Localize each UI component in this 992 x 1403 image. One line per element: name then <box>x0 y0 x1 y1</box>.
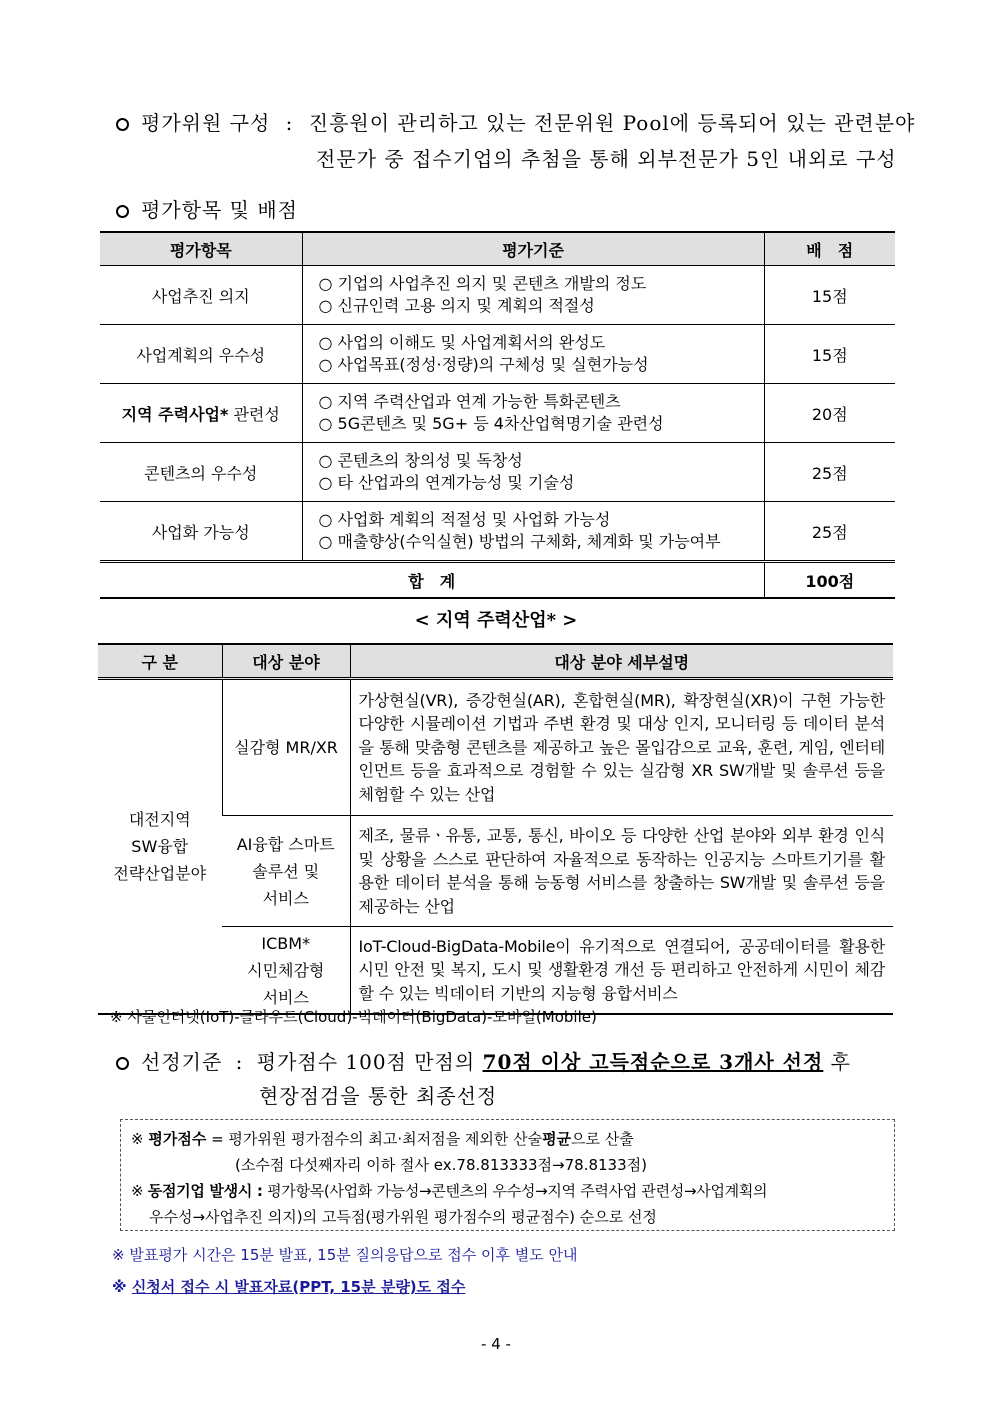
note-tie-label: 동점기업 발생시 : <box>147 1182 263 1200</box>
eval-criteria <box>302 325 764 384</box>
committee-label: 평가위원 구성 <box>141 111 271 135</box>
eval-criteria <box>302 266 764 325</box>
footer-note-2-text: 신청서 접수 시 발표자료(PPT, 15분 분량)도 접수 <box>131 1278 466 1296</box>
group-line: SW융합 <box>131 837 189 856</box>
selection-label: 선정기준 <box>141 1050 223 1074</box>
note-tie <box>131 1178 884 1204</box>
table-row <box>98 679 893 816</box>
footer-note-2 <box>112 1276 465 1297</box>
selection-pre: 평가점수 100점 만점의 <box>256 1050 483 1074</box>
total-row <box>100 562 895 599</box>
eval-points: 15점 <box>764 266 895 325</box>
footer-note-mark: ※ <box>112 1278 132 1296</box>
group-line: 대전지역 <box>128 810 191 829</box>
table-row <box>100 384 895 443</box>
field-line: 실감형 MR/XR <box>234 738 338 757</box>
notes-box <box>120 1119 895 1231</box>
region-group <box>98 679 222 1015</box>
field-line: 서비스 <box>262 987 309 1007</box>
criteria-line: ○ 지역 주력산업과 연계 가능한 특화콘텐츠 <box>318 392 621 411</box>
eval-item <box>100 384 302 443</box>
eval-heading-text: 평가항목 및 배점 <box>141 198 298 222</box>
circle-bullet-icon <box>116 205 129 218</box>
note-mark: ※ <box>131 1182 148 1200</box>
header-points: 배 점 <box>764 232 895 266</box>
note-score-text-b: 으로 산출 <box>571 1130 634 1148</box>
table-row <box>100 266 895 325</box>
eval-table-header <box>100 232 895 266</box>
region-field <box>222 679 350 816</box>
note-tie-line2: 우수성→사업추진 의지)의 고득점(평가위원 평가점수의 평균점수) 순으로 선정 <box>149 1208 657 1226</box>
committee-text-1: 진흥원이 관리하고 있는 전문위원 Pool에 등록되어 있는 관련분야 <box>308 111 916 135</box>
eval-item: 콘텐츠의 우수성 <box>100 443 302 502</box>
criteria-line: ○ 매출향상(수익실현) 방법의 구체화, 체계화 및 가능여부 <box>318 532 721 551</box>
region-field <box>222 816 350 927</box>
criteria-line: ○ 사업목표(정성·정량)의 구체성 및 실현가능성 <box>318 355 649 374</box>
committee-separator: : <box>285 111 294 135</box>
header-criteria: 평가기준 <box>302 232 764 266</box>
criteria-line: ○ 5G콘텐츠 및 5G+ 등 4차산업혁명기술 관련성 <box>318 414 664 433</box>
region-desc: 제조, 물류ㆍ유통, 교통, 통신, 바이오 등 다양한 산업 분야와 외부 환경 인식 및 상황을 스스로 판단하여 자율적으로 동작하는 인공지능 스마트기기를 활용한 데이터 분석을 통해 능동형 서비스를 창출하는 SW개발 및 솔루션 등을 제공하는 산업 <box>350 816 893 927</box>
eval-heading <box>116 194 298 223</box>
total-points: 100점 <box>764 562 895 599</box>
note-tie-text: 평가항목(사업화 가능성→콘텐츠의 우수성→지역 주력사업 관련성→사업계획의 <box>262 1182 768 1200</box>
region-table-header <box>98 644 893 679</box>
eval-item: 사업화 가능성 <box>100 502 302 562</box>
note-score <box>131 1126 884 1152</box>
eval-table <box>100 231 895 599</box>
eval-item: 사업추진 의지 <box>100 266 302 325</box>
footer-note-1: ※ 발표평가 시간은 15분 발표, 15분 질의응답으로 접수 이후 별도 안내 <box>112 1246 578 1264</box>
note-score-text-a: = 평가위원 평가점수의 최고·최저점을 제외한 산술 <box>206 1130 543 1148</box>
criteria-line: ○ 타 산업과의 연계가능성 및 기술성 <box>318 473 575 492</box>
total-label: 합 계 <box>100 562 764 599</box>
committee-text-2: 전문가 중 접수기업의 추첨을 통해 외부전문가 5인 내외로 구성 <box>316 147 897 171</box>
selection-separator: : <box>235 1050 244 1074</box>
criteria-line: ○ 콘텐츠의 창의성 및 독창성 <box>318 451 523 470</box>
eval-item: 사업계획의 우수성 <box>100 325 302 384</box>
header-description: 대상 분야 세부설명 <box>350 644 893 679</box>
region-footnote: ※ 사물인터넷(IoT)-클라우드(Cloud)-빅데이터(BigData)-모바일(Mobile) <box>110 1008 597 1026</box>
region-table <box>98 643 893 1015</box>
header-category: 구 분 <box>98 644 222 679</box>
field-line: AI융합 스마트 <box>236 834 335 854</box>
criteria-line: ○ 사업화 계획의 적절성 및 사업화 가능성 <box>318 510 611 529</box>
field-line: 솔루션 및 <box>252 861 320 881</box>
region-desc: 가상현실(VR), 증강현실(AR), 혼합현실(MR), 확장현실(XR)이 구현 가능한 다양한 시뮬레이션 기법과 주변 환경 및 대상 인지, 모니터링 등 데이터 분석을 통해 맞춤형 콘텐츠를 제공하고 높은 몰입감으로 교육, 훈련, 게임, 엔터테인먼트 등을 효과적으로 경험할 수 있는 실감형 XR SW개발 및 솔루션 등을 체험할 수 있는 산업 <box>350 679 893 816</box>
note-score-label: 평가점수 <box>148 1130 207 1148</box>
header-item: 평가항목 <box>100 232 302 266</box>
field-line: 서비스 <box>262 888 309 908</box>
criteria-line: ○ 기업의 사업추진 의지 및 콘텐츠 개발의 정도 <box>318 274 647 293</box>
selection-line1 <box>116 1046 851 1075</box>
region-title: < 지역 주력산업* > <box>414 610 578 631</box>
table-row <box>100 502 895 562</box>
selection-post: 후 <box>823 1050 852 1074</box>
region-field <box>222 927 350 1015</box>
note-score-bold2: 평균 <box>542 1130 572 1148</box>
field-line: 시민체감형 <box>247 960 325 980</box>
criteria-line: ○ 신규인력 고용 의지 및 계획의 적절성 <box>318 296 595 315</box>
circle-bullet-icon <box>116 1057 129 1070</box>
eval-item-rest: 관련성 <box>228 404 280 424</box>
group-line: 전략산업분야 <box>113 864 207 883</box>
eval-item-bold: 지역 주력사업* <box>121 404 229 424</box>
selection-emphasis: 70점 이상 고득점순으로 3개사 선정 <box>482 1050 824 1074</box>
circle-bullet-icon <box>116 118 129 131</box>
eval-points: 15점 <box>764 325 895 384</box>
eval-points: 20점 <box>764 384 895 443</box>
note-score-line2: (소수점 다섯째자리 이하 절사 ex.78.813333점→78.8133점) <box>235 1156 647 1174</box>
eval-points: 25점 <box>764 502 895 562</box>
note-mark: ※ <box>131 1130 149 1148</box>
committee-line1 <box>116 107 915 136</box>
table-row <box>100 443 895 502</box>
header-field: 대상 분야 <box>222 644 350 679</box>
eval-criteria <box>302 502 764 562</box>
selection-line2: 현장점검을 통한 최종선정 <box>259 1084 498 1108</box>
eval-criteria <box>302 384 764 443</box>
region-desc: IoT-Cloud-BigData-Mobile이 유기적으로 연결되어, 공공데이터를 활용한 시민 안전 및 복지, 도시 및 생활환경 개선 등 편리하고 안전하게 시민이 체감할 수 있는 빅데이터 기반의 지능형 융합서비스 <box>350 927 893 1015</box>
eval-points: 25점 <box>764 443 895 502</box>
table-row <box>100 325 895 384</box>
eval-criteria <box>302 443 764 502</box>
field-line: ICBM* <box>261 933 311 953</box>
page-number: - 4 - <box>481 1335 511 1353</box>
criteria-line: ○ 사업의 이해도 및 사업계획서의 완성도 <box>318 333 606 352</box>
